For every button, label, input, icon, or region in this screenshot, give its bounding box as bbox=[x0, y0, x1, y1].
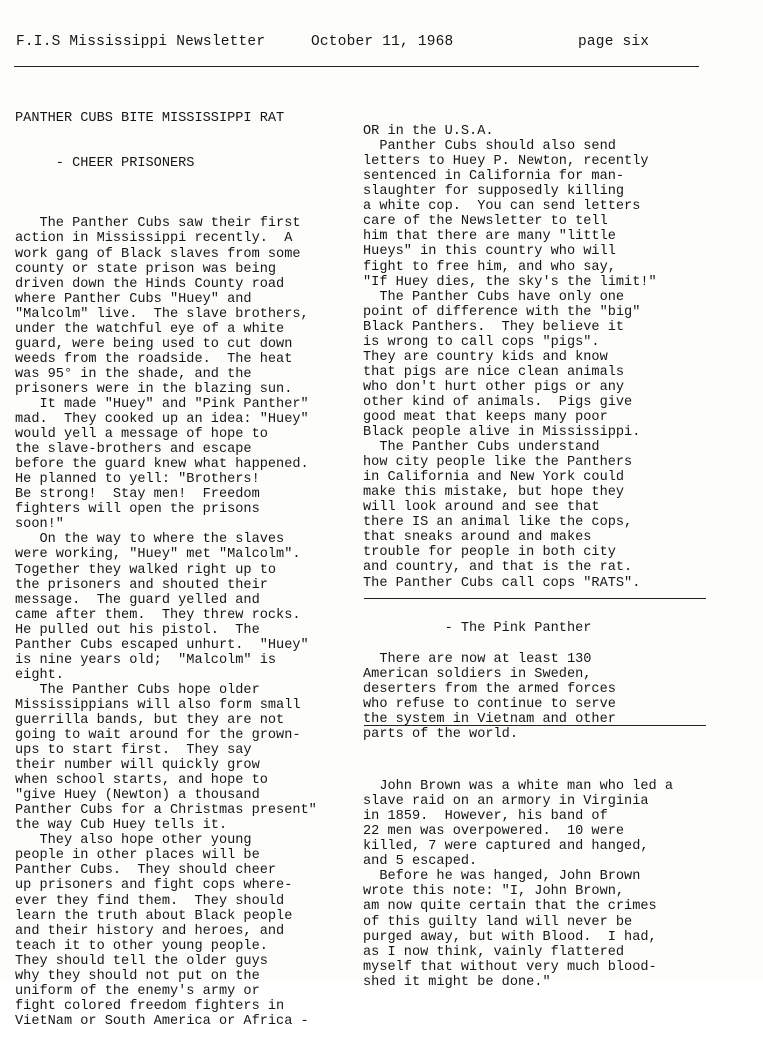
text-line: under the watchful eye of a white bbox=[15, 321, 285, 337]
text-line: will look around and see that bbox=[363, 500, 600, 516]
text-line: ups to start first. They say bbox=[15, 743, 252, 759]
text-line: Mississippians will also form small bbox=[15, 697, 301, 713]
text-line: John Brown was a white man who led a bbox=[363, 779, 673, 795]
text-line: myself that without very much blood- bbox=[363, 959, 657, 975]
text-line: trouble for people in both city bbox=[363, 545, 616, 561]
text-line: weeds from the roadside. The heat bbox=[15, 351, 293, 367]
text-line: a white cop. You can send letters bbox=[363, 199, 641, 215]
text-line: how city people like the Panthers bbox=[363, 455, 633, 471]
text-line: Hueys" in this country who will bbox=[363, 244, 616, 260]
panther-article-left-body bbox=[15, 201, 360, 1029]
text-line: the prisoners and shouted their bbox=[15, 577, 268, 593]
text-line: good meat that keeps many poor bbox=[363, 409, 608, 425]
text-line: "give Huey (Newton) a thousand bbox=[15, 788, 260, 804]
text-line: 22 men was overpowered. 10 were bbox=[363, 824, 625, 840]
text-line: parts of the world. bbox=[363, 727, 518, 743]
publication-name: F.I.S Mississippi Newsletter bbox=[16, 34, 266, 50]
text-line: They also hope other young bbox=[15, 833, 252, 849]
text-line: wrote this note: "I, John Brown, bbox=[363, 884, 625, 900]
text-line: VietNam or South America or Africa - bbox=[15, 1013, 309, 1029]
text-line: people in other places will be bbox=[15, 848, 260, 864]
text-line: where Panther Cubs "Huey" and bbox=[15, 291, 252, 307]
text-line: purged away, but with Blood. I had, bbox=[363, 929, 657, 945]
text-line: mad. They cooked up an idea: "Huey" bbox=[15, 412, 309, 428]
text-line: On the way to where the slaves bbox=[15, 532, 285, 548]
text-line: that pigs are nice clean animals bbox=[363, 364, 625, 380]
text-line: shed it might be done." bbox=[363, 974, 551, 990]
text-line: fight to free him, and who say, bbox=[363, 259, 616, 275]
text-line: He planned to yell: "Brothers! bbox=[15, 472, 260, 488]
text-line: fight colored freedom fighters in bbox=[15, 998, 285, 1014]
text-line: Panther Cubs should also send bbox=[363, 139, 616, 155]
text-line: uniform of the enemy's army or bbox=[15, 983, 260, 999]
text-line: the slave-brothers and escape bbox=[15, 442, 252, 458]
text-line: and country, and that is the rat. bbox=[363, 560, 633, 576]
text-line: action in Mississippi recently. A bbox=[15, 231, 293, 247]
text-line: am now quite certain that the crimes bbox=[363, 899, 657, 915]
text-line: Panther Cubs. They should cheer bbox=[15, 863, 277, 879]
text-line: soon!" bbox=[15, 517, 64, 533]
text-line: The Panther Cubs saw their first bbox=[15, 216, 301, 232]
text-line: message. The guard yelled and bbox=[15, 592, 260, 608]
text-line: point of difference with the "big" bbox=[363, 304, 641, 320]
headline-line-2: - CHEER PRISONERS bbox=[15, 156, 195, 172]
text-line: They are country kids and know bbox=[363, 349, 608, 365]
article-signature: - The Pink Panther bbox=[363, 620, 592, 636]
issue-date: October 11, 1968 bbox=[311, 34, 454, 50]
section-divider-1 bbox=[364, 598, 706, 599]
text-line: "Malcolm" live. The slave brothers, bbox=[15, 306, 309, 322]
text-line: fighters will open the prisons bbox=[15, 502, 260, 518]
text-line: him that there are many "little bbox=[363, 229, 616, 245]
text-line: in 1859. However, his band of bbox=[363, 809, 608, 825]
text-line bbox=[15, 201, 360, 216]
text-line: slaughter for supposedly killing bbox=[363, 184, 625, 200]
header-rule bbox=[14, 66, 699, 67]
text-line: is nine years old; "Malcolm" is bbox=[15, 652, 277, 668]
text-line: Panther Cubs escaped unhurt. "Huey" bbox=[15, 637, 309, 653]
text-line: Panther Cubs for a Christmas present" bbox=[15, 803, 317, 819]
sweden-article-body bbox=[363, 652, 616, 742]
text-line: there IS an animal like the cops, bbox=[363, 515, 633, 531]
text-line: OR in the U.S.A. bbox=[363, 124, 494, 140]
text-line: Black Panthers. They believe it bbox=[363, 319, 625, 335]
text-line: who refuse to continue to serve bbox=[363, 697, 616, 713]
text-line: sentenced in California for man- bbox=[363, 169, 625, 185]
text-line: county or state prison was being bbox=[15, 261, 277, 277]
text-line: There are now at least 130 bbox=[363, 652, 592, 668]
panther-article-right-column bbox=[363, 94, 723, 666]
text-line: as I now think, vainly flattered bbox=[363, 944, 625, 960]
text-line: slave raid on an armory in Virginia bbox=[363, 794, 649, 810]
text-line: prisoners were in the blazing sun. bbox=[15, 381, 293, 397]
text-line: driven down the Hinds County road bbox=[15, 276, 285, 292]
text-line: deserters from the armed forces bbox=[363, 682, 616, 698]
text-line: make this mistake, but hope they bbox=[363, 485, 625, 501]
text-line: learn the truth about Black people bbox=[15, 908, 293, 924]
page-header bbox=[16, 34, 706, 56]
text-line: why they should not put on the bbox=[15, 968, 260, 984]
text-line: letters to Huey P. Newton, recently bbox=[363, 154, 649, 170]
text-line: guard, were being used to cut down bbox=[15, 336, 293, 352]
text-line: in California and New York could bbox=[363, 470, 625, 486]
text-line: eight. bbox=[15, 667, 64, 683]
text-line: The Panther Cubs hope older bbox=[15, 682, 260, 698]
text-line: He pulled out his pistol. The bbox=[15, 622, 260, 638]
section-divider-2 bbox=[364, 725, 706, 726]
text-line: and their history and heroes, and bbox=[15, 923, 285, 939]
text-line: who don't hurt other pigs or any bbox=[363, 379, 625, 395]
text-line: American soldiers in Sweden, bbox=[363, 667, 592, 683]
text-line: before the guard knew what happened. bbox=[15, 457, 309, 473]
text-line: came after them. They threw rocks. bbox=[15, 607, 301, 623]
text-line: Before he was hanged, John Brown bbox=[363, 869, 641, 885]
john-brown-article bbox=[363, 749, 673, 1020]
text-line: of this guilty land will never be bbox=[363, 914, 633, 930]
text-line: that sneaks around and makes bbox=[363, 530, 592, 546]
text-line: killed, 7 were captured and hanged, bbox=[363, 839, 649, 855]
text-line: Together they walked right up to bbox=[15, 562, 277, 578]
text-line: up prisoners and fight cops where- bbox=[15, 878, 293, 894]
text-line: ever they find them. They should bbox=[15, 893, 285, 909]
text-line: care of the Newsletter to tell bbox=[363, 214, 608, 230]
john-brown-article-body bbox=[363, 779, 673, 990]
text-line: would yell a message of hope to bbox=[15, 427, 268, 443]
text-line: teach it to other young people. bbox=[15, 938, 268, 954]
text-line: They should tell the older guys bbox=[15, 953, 268, 969]
page-number: page six bbox=[578, 34, 650, 50]
text-line: is wrong to call cops "pigs". bbox=[363, 334, 600, 350]
text-line: The Panther Cubs have only one bbox=[363, 289, 625, 305]
text-line: other kind of animals. Pigs give bbox=[363, 394, 633, 410]
headline-line-1: PANTHER CUBS BITE MISSISSIPPI RAT bbox=[15, 111, 285, 127]
text-line: The Panther Cubs understand bbox=[363, 440, 600, 456]
panther-article-left-column bbox=[15, 81, 360, 1059]
text-line: work gang of Black slaves from some bbox=[15, 246, 301, 262]
text-line: Black people alive in Mississippi. bbox=[363, 425, 641, 441]
text-line: were working, "Huey" met "Malcolm". bbox=[15, 547, 301, 563]
text-line: "If Huey dies, the sky's the limit!" bbox=[363, 274, 657, 290]
text-line: It made "Huey" and "Pink Panther" bbox=[15, 396, 309, 412]
panther-article-right-body bbox=[363, 124, 723, 590]
text-line: when school starts, and hope to bbox=[15, 773, 268, 789]
text-line: the way Cub Huey tells it. bbox=[15, 818, 228, 834]
text-line: the system in Vietnam and other bbox=[363, 712, 616, 728]
text-line: guerrilla bands, but they are not bbox=[15, 712, 285, 728]
text-line: their number will quickly grow bbox=[15, 758, 260, 774]
text-line: The Panther Cubs call cops "RATS". bbox=[363, 575, 641, 591]
text-line: going to wait around for the grown- bbox=[15, 728, 301, 744]
text-line: Be strong! Stay men! Freedom bbox=[15, 487, 260, 503]
text-line: was 95° in the shade, and the bbox=[15, 366, 252, 382]
text-line: and 5 escaped. bbox=[363, 854, 478, 870]
